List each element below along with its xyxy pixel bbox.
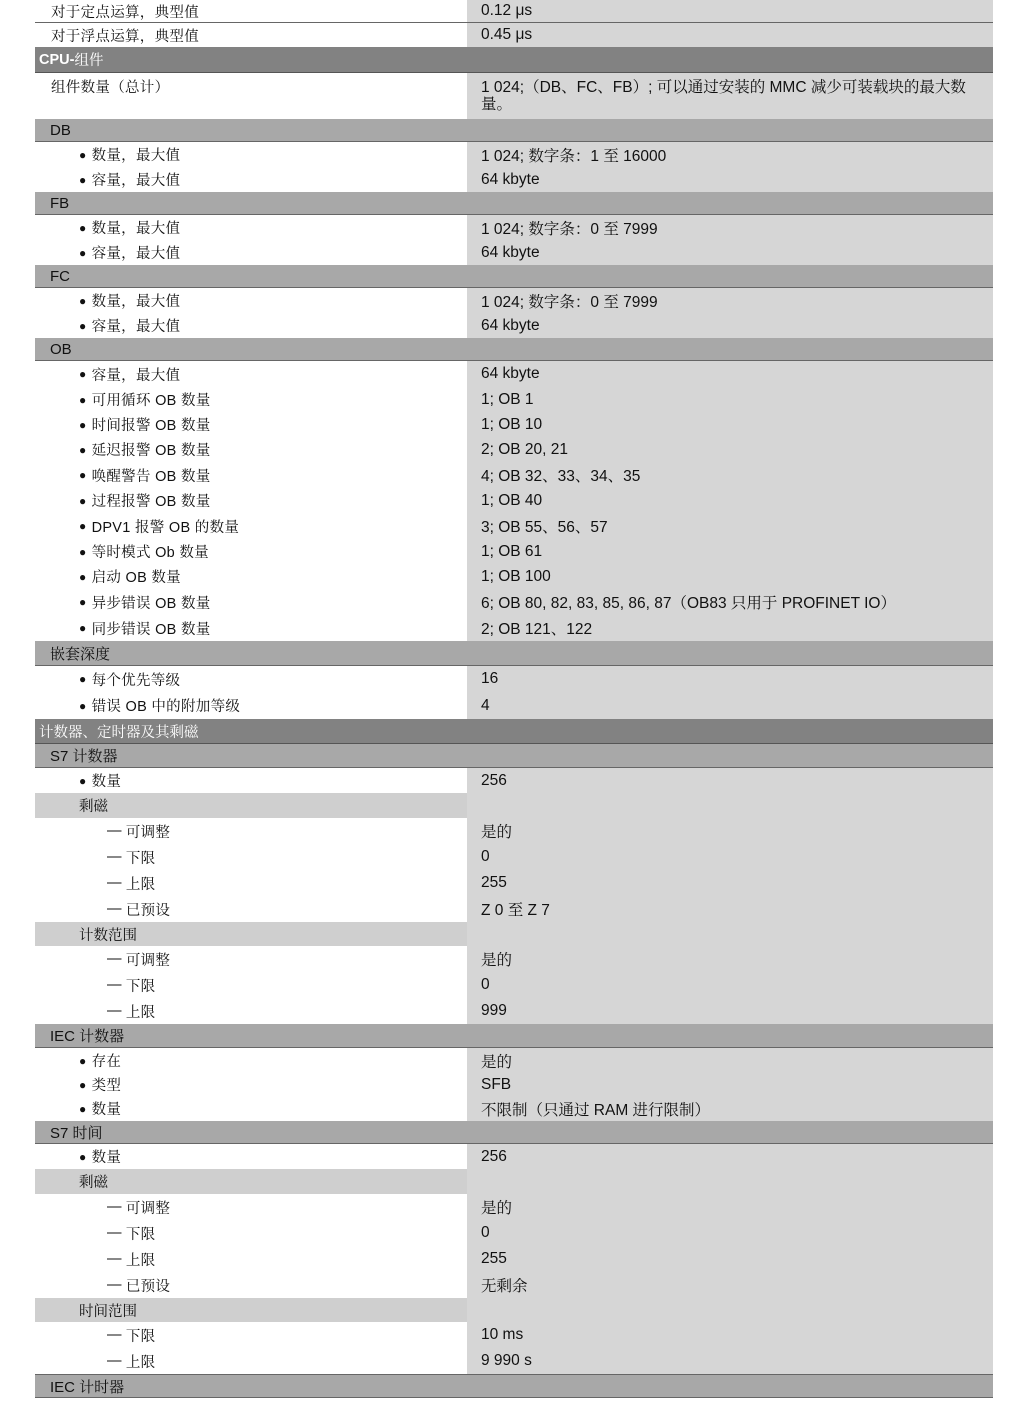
bullet-icon: ● xyxy=(79,1077,87,1092)
spec-table xyxy=(35,0,993,1398)
row-label: 时间报警 OB 数量 xyxy=(91,418,211,434)
row-label: 可调整 xyxy=(125,952,171,969)
row-value: 1; OB 61 xyxy=(467,539,993,564)
spec-row xyxy=(35,412,993,437)
spec-row xyxy=(35,361,993,387)
row-label: 数量，最大值 xyxy=(91,221,181,237)
row-value: 255 xyxy=(467,1246,993,1272)
row-label: 下限 xyxy=(125,1226,156,1243)
row-value: 999 xyxy=(467,998,993,1024)
bullet-icon: ● xyxy=(79,172,87,187)
dash-icon: — xyxy=(107,1327,122,1343)
section-title: FC xyxy=(50,267,70,285)
row-label: 过程报警 OB 数量 xyxy=(91,494,211,510)
spec-row xyxy=(35,215,993,240)
section-title: 组件 xyxy=(74,53,104,69)
row-value: 1; OB 10 xyxy=(467,412,993,437)
section-header xyxy=(35,119,993,142)
row-value: 16 xyxy=(467,666,993,692)
spec-row xyxy=(35,488,993,513)
spec-row xyxy=(35,896,993,922)
spec-row xyxy=(35,615,993,641)
row-label: 容量，最大值 xyxy=(91,173,181,189)
dash-icon: — xyxy=(107,1251,122,1267)
spec-row xyxy=(35,1194,993,1220)
row-value: 64 kbyte xyxy=(467,240,993,265)
row-label: 错误 OB 中的附加等级 xyxy=(91,699,241,715)
row-label: 启动 OB 数量 xyxy=(91,570,181,586)
row-label: 数量 xyxy=(91,774,122,790)
section-title: OB xyxy=(50,340,72,358)
dash-icon: — xyxy=(107,823,122,839)
row-value: SFB xyxy=(467,1073,993,1096)
spec-row xyxy=(35,946,993,972)
section-title-bold: CPU- xyxy=(39,51,75,68)
row-value: 64 kbyte xyxy=(467,361,993,387)
spec-row xyxy=(35,23,993,47)
bullet-icon: ● xyxy=(79,220,87,235)
row-value: 是的 xyxy=(467,818,993,844)
dash-icon: — xyxy=(107,1353,122,1369)
spec-row xyxy=(35,589,993,615)
bullet-icon: ● xyxy=(79,493,87,508)
subsection-title: 时间范围 xyxy=(35,1298,467,1322)
spec-row xyxy=(35,1322,993,1348)
spec-row xyxy=(35,1220,993,1246)
row-label: 下限 xyxy=(125,1328,156,1345)
row-label: 对于定点运算，典型值 xyxy=(35,0,467,22)
spec-row xyxy=(35,1272,993,1298)
spec-row xyxy=(35,437,993,462)
spec-row xyxy=(35,1144,993,1169)
bullet-icon: ● xyxy=(79,544,87,559)
spec-row xyxy=(35,73,993,119)
row-value: 0 xyxy=(467,844,993,870)
spec-row xyxy=(35,313,993,338)
row-value: 2; OB 20, 21 xyxy=(467,437,993,462)
row-label: 延迟报警 OB 数量 xyxy=(91,443,211,459)
row-value: 0 xyxy=(467,1220,993,1246)
spec-row xyxy=(35,1096,993,1121)
dash-icon: — xyxy=(107,951,122,967)
spec-row xyxy=(35,870,993,896)
bullet-icon: ● xyxy=(79,367,87,381)
row-label: 数量 xyxy=(91,1150,122,1166)
bullet-icon: ● xyxy=(79,245,87,260)
row-label: 可调整 xyxy=(125,824,171,841)
section-header xyxy=(35,641,993,666)
row-label: 数量，最大值 xyxy=(91,294,181,310)
dash-icon: — xyxy=(107,901,122,917)
row-value: 是的 xyxy=(467,1048,993,1073)
bullet-icon: ● xyxy=(79,442,87,457)
spec-row xyxy=(35,998,993,1024)
spec-row xyxy=(35,768,993,793)
bullet-icon: ● xyxy=(79,672,87,686)
dash-icon: — xyxy=(107,1277,122,1293)
row-value: Z 0 至 Z 7 xyxy=(467,896,993,922)
bullet-icon: ● xyxy=(79,293,87,308)
section-header xyxy=(35,1121,993,1144)
spec-row xyxy=(35,1073,993,1096)
spec-row xyxy=(35,167,993,192)
dash-icon: — xyxy=(107,1003,122,1019)
dash-icon: — xyxy=(107,875,122,891)
section-header xyxy=(35,265,993,288)
row-label: 组件数量（总计） xyxy=(35,73,467,119)
row-value: 1 024; 数字条：0 至 7999 xyxy=(467,215,993,240)
spec-row xyxy=(35,666,993,692)
spec-row xyxy=(35,288,993,313)
section-title: S7 计数器 xyxy=(50,748,118,765)
row-value: 不限制（只通过 RAM 进行限制） xyxy=(467,1096,993,1121)
spec-row xyxy=(35,539,993,564)
row-value: 4; OB 32、33、34、35 xyxy=(467,462,993,488)
row-label: 容量，最大值 xyxy=(91,367,181,384)
row-value: 9 990 s xyxy=(467,1348,993,1374)
subsection-header xyxy=(35,1169,993,1194)
row-label: 已预设 xyxy=(125,1278,171,1295)
row-value: 64 kbyte xyxy=(467,167,993,192)
subsection-title: 计数范围 xyxy=(35,922,467,946)
section-title: FB xyxy=(50,194,70,212)
row-value: 256 xyxy=(467,768,993,793)
row-label: 上限 xyxy=(125,1354,156,1371)
bullet-icon: ● xyxy=(79,318,87,333)
row-value: 1 024; 数字条：0 至 7999 xyxy=(467,288,993,313)
row-label: 上限 xyxy=(125,1252,156,1269)
row-label: 可调整 xyxy=(125,1200,171,1217)
row-label: 已预设 xyxy=(125,902,171,919)
bullet-icon: ● xyxy=(79,417,87,432)
bullet-icon: ● xyxy=(79,773,87,788)
bullet-icon: ● xyxy=(79,595,87,609)
row-value: 3; OB 55、56、57 xyxy=(467,513,993,539)
row-value: 6; OB 80, 82, 83, 85, 86, 87（OB83 只用于 PROFINET IO） xyxy=(467,589,993,615)
section-title: IEC 计时器 xyxy=(50,1378,125,1396)
row-label: 等时模式 Ob 数量 xyxy=(91,545,209,561)
spec-row xyxy=(35,387,993,412)
subsection-header xyxy=(35,922,993,946)
row-value: 64 kbyte xyxy=(467,313,993,338)
row-value: 是的 xyxy=(467,1194,993,1220)
row-label: 每个优先等级 xyxy=(91,672,181,689)
bullet-icon: ● xyxy=(79,468,87,482)
spec-row xyxy=(35,692,993,719)
spec-row xyxy=(35,972,993,998)
row-label: 下限 xyxy=(125,850,156,867)
row-label: 类型 xyxy=(91,1078,122,1094)
bullet-icon: ● xyxy=(79,392,87,407)
section-header xyxy=(35,338,993,361)
spec-row xyxy=(35,1048,993,1073)
row-label: DPV1 报警 OB 的数量 xyxy=(91,519,240,536)
dash-icon: — xyxy=(107,977,122,993)
spec-row xyxy=(35,1348,993,1374)
row-value: 0 xyxy=(467,972,993,998)
bullet-icon: ● xyxy=(79,621,87,635)
dash-icon: — xyxy=(107,1225,122,1241)
bullet-icon: ● xyxy=(79,1053,87,1068)
row-value: 256 xyxy=(467,1144,993,1169)
bullet-icon: ● xyxy=(79,1101,87,1116)
row-label: 下限 xyxy=(125,978,156,995)
section-header xyxy=(35,1024,993,1048)
subsection-title: 剩磁 xyxy=(35,793,467,818)
row-value: 0.45 μs xyxy=(467,23,993,47)
bullet-icon: ● xyxy=(79,1149,87,1164)
dash-icon: — xyxy=(107,1199,122,1215)
section-header xyxy=(35,744,993,768)
section-title: DB xyxy=(50,121,71,139)
bullet-icon: ● xyxy=(79,698,87,713)
row-value: 1; OB 1 xyxy=(467,387,993,412)
row-label: 容量，最大值 xyxy=(91,246,181,262)
spec-row xyxy=(35,1246,993,1272)
subsection-title: 剩磁 xyxy=(35,1169,467,1194)
section-header xyxy=(35,1374,993,1398)
bullet-icon: ● xyxy=(79,569,87,584)
spec-row xyxy=(35,818,993,844)
row-label: 上限 xyxy=(125,1004,156,1021)
row-label: 对于浮点运算，典型值 xyxy=(35,23,467,47)
spec-row xyxy=(35,462,993,488)
subsection-header xyxy=(35,793,993,818)
section-title: S7 时间 xyxy=(50,1124,103,1142)
row-value: 是的 xyxy=(467,946,993,972)
row-value: 1 024;（DB、FC、FB）; 可以通过安装的 MMC 减少可装载块的最大数量。 xyxy=(467,73,993,119)
row-value: 1; OB 40 xyxy=(467,488,993,513)
row-value: 255 xyxy=(467,870,993,896)
spec-row xyxy=(35,240,993,265)
dash-icon: — xyxy=(107,849,122,865)
row-label: 容量，最大值 xyxy=(91,319,181,335)
row-label: 同步错误 OB 数量 xyxy=(91,621,211,638)
row-label: 数量，最大值 xyxy=(91,148,181,164)
spec-row xyxy=(35,513,993,539)
spec-row xyxy=(35,0,993,23)
row-label: 可用循环 OB 数量 xyxy=(91,393,211,409)
row-label: 上限 xyxy=(125,876,156,893)
row-value: 1; OB 100 xyxy=(467,564,993,589)
row-value: 无剩余 xyxy=(467,1272,993,1298)
section-header-main xyxy=(35,719,993,744)
bullet-icon: ● xyxy=(79,519,87,533)
section-title: 计数器、定时器及其剩磁 xyxy=(39,724,199,741)
spec-row xyxy=(35,564,993,589)
row-value: 4 xyxy=(467,692,993,719)
spec-row xyxy=(35,142,993,167)
section-title: IEC 计数器 xyxy=(50,1028,125,1045)
subsection-header xyxy=(35,1298,993,1322)
section-title: 嵌套深度 xyxy=(50,645,111,663)
row-label: 存在 xyxy=(91,1054,122,1070)
section-header xyxy=(35,192,993,215)
row-value: 0.12 μs xyxy=(467,0,993,22)
row-value: 1 024; 数字条：1 至 16000 xyxy=(467,142,993,167)
section-header-main xyxy=(35,47,993,73)
row-label: 唤醒警告 OB 数量 xyxy=(91,468,211,485)
bullet-icon: ● xyxy=(79,147,87,162)
row-value: 2; OB 121、122 xyxy=(467,615,993,641)
row-value: 10 ms xyxy=(467,1322,993,1348)
row-label: 数量 xyxy=(91,1102,122,1118)
spec-row xyxy=(35,844,993,870)
row-label: 异步错误 OB 数量 xyxy=(91,595,211,612)
